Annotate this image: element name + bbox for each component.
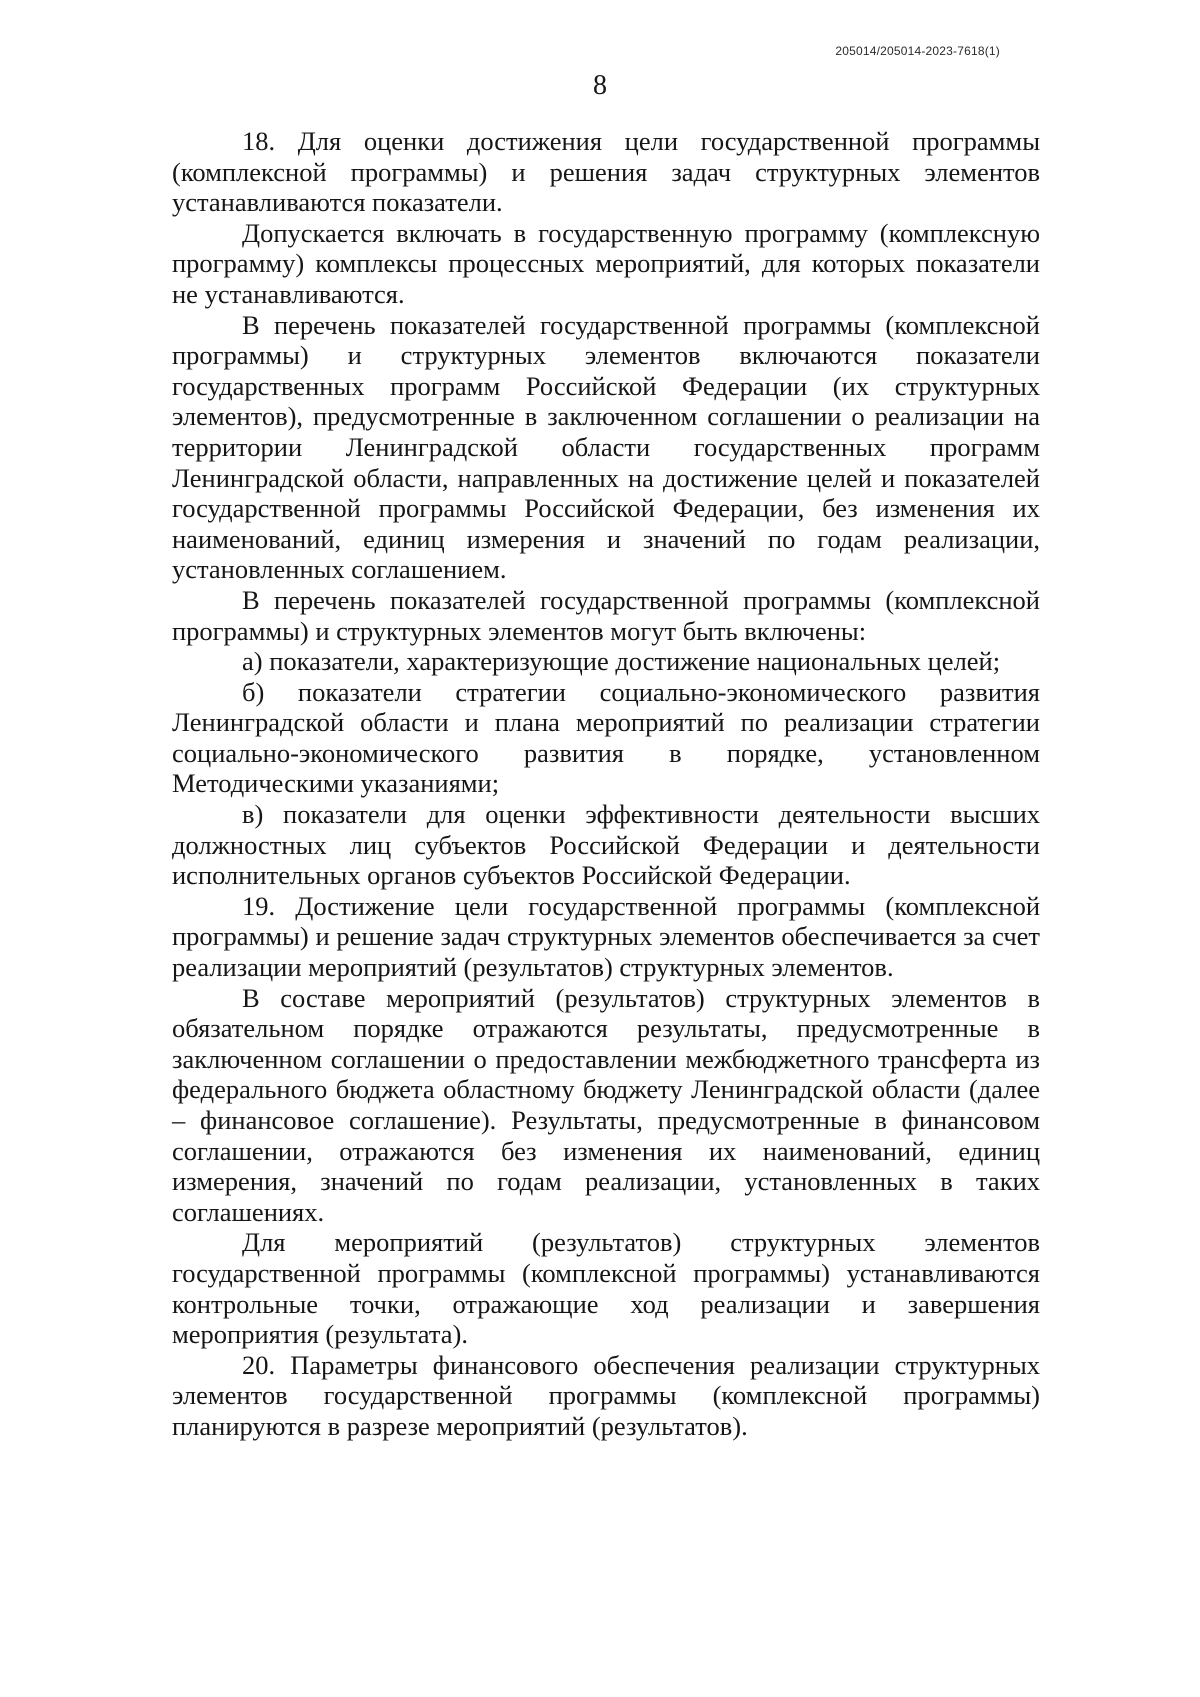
paragraph-19-goal-achievement: 19. Достижение цели государственной программы (комплексной программы) и решение задач структурных элементов обеспечивается за счет реализации мероприятий (результатов) структурных элементов. — [172, 890, 1040, 983]
paragraph-process-activities: Допускается включать в государственную программу (комплексную программу) комплексы процессных мероприятий, для которых показатели не устанавливаются. — [172, 217, 1040, 309]
paragraph-federal-indicators: В перечень показателей государственной программы (комплексной программы) и структурных элементов включаются показатели государственных программ Российской Федерации (их структурных элементов), предусмотренные в заключенном соглашении о реализации на территории Ленинградской области государственных программ Ленинградской области, направленных на достижение целей и показателей государственной программы Российской Федерации, без изменения их наименований, единиц измерения и значений по годам реализации, установленных соглашением. — [172, 309, 1040, 585]
document-body — [172, 126, 1040, 1442]
paragraph-financial-agreement: В составе мероприятий (результатов) структурных элементов в обязательном порядке отражаются результаты, предусмотренные в заключенном соглашении о предоставлении межбюджетного трансферта из федерального бюджета областному бюджету Ленинградской области (далее – финансовое соглашение). Результаты, предусмотренные в финансовом соглашении, отражаются без изменения их наименований, единиц измерения, значений по годам реализации, установленных в таких соглашениях. — [172, 982, 1040, 1227]
paragraph-included-indicators: В перечень показателей государственной программы (комплексной программы) и структурных элементов могут быть включены: — [172, 584, 1040, 646]
paragraph-18-indicators: 18. Для оценки достижения цели государственной программы (комплексной программы) и решения задач структурных элементов устанавливаются показатели. — [172, 126, 1040, 218]
list-item-a: а) показатели, характеризующие достижение национальных целей; — [242, 646, 1001, 677]
paragraph-control-points: Для мероприятий (результатов) структурных элементов государственной программы (комплексной программы) устанавливаются контрольные точки, отражающие ход реализации и завершения мероприятия (результата). — [172, 1227, 1040, 1350]
list-item-v: в) показатели для оценки эффективности деятельности высших должностных лиц субъектов Российской Федерации и деятельности исполнительных органов субъектов Российской Федерации. — [172, 799, 1040, 891]
paragraph-20-financing: 20. Параметры финансового обеспечения реализации структурных элементов государственной программы (комплексной программы) планируются в разрезе мероприятий (результатов). — [172, 1349, 1040, 1441]
page-number: 8 — [593, 70, 607, 101]
document-registration-number: 205014/205014-2023-7618(1) — [835, 44, 1000, 58]
list-item-b: б) показатели стратегии социально-экономического развития Ленинградской области и плана мероприятий по реализации стратегии социально-экономического развития в порядке, установленном Методическими указаниями; — [172, 676, 1040, 799]
